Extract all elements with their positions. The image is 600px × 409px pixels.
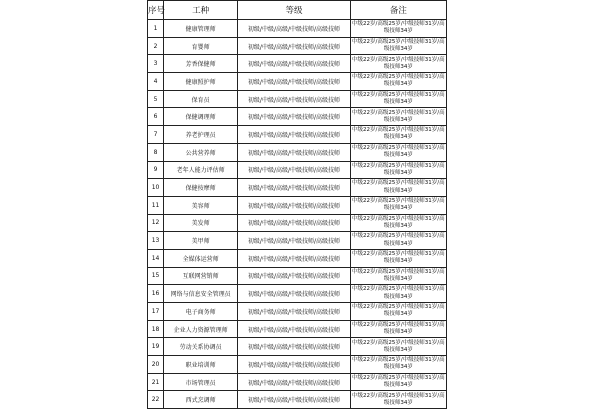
table-row xyxy=(148,267,447,285)
table-row xyxy=(148,73,447,91)
row-level-cell: 初级/中级/高级/中级技师/高级技师 xyxy=(238,196,350,214)
row-index-cell: 2 xyxy=(148,37,164,55)
row-level-cell: 初级/中级/高级/中级技师/高级技师 xyxy=(238,179,350,197)
table-row xyxy=(148,303,447,321)
table-row xyxy=(148,179,447,197)
row-index-cell: 20 xyxy=(148,356,164,374)
row-level-cell: 初级/中级/高级/中级技师/高级技师 xyxy=(238,143,350,161)
table-row xyxy=(148,320,447,338)
row-job-cell: 保育员 xyxy=(164,90,238,108)
row-note-cell: 中级22岁/高级25岁/中级技师31岁/高级技师34岁 xyxy=(350,391,446,409)
row-index-cell: 15 xyxy=(148,267,164,285)
row-job-cell: 企业人力资源管理师 xyxy=(164,320,238,338)
row-job-cell: 芳香保健师 xyxy=(164,55,238,73)
row-level-cell: 初级/中级/高级/中级技师/高级技师 xyxy=(238,214,350,232)
table-row xyxy=(148,391,447,409)
table-row xyxy=(148,55,447,73)
table-row xyxy=(148,356,447,374)
row-note-cell: 中级22岁/高级25岁/中级技师31岁/高级技师34岁 xyxy=(350,196,446,214)
row-level-cell: 初级/中级/高级/中级技师/高级技师 xyxy=(238,108,350,126)
row-job-cell: 美容师 xyxy=(164,196,238,214)
row-level-cell: 初级/中级/高级/中级技师/高级技师 xyxy=(238,161,350,179)
row-index-cell: 19 xyxy=(148,338,164,356)
row-job-cell: 美甲师 xyxy=(164,232,238,250)
row-level-cell: 初级/中级/高级/中级技师/高级技师 xyxy=(238,55,350,73)
row-index-cell: 16 xyxy=(148,285,164,303)
row-level-cell: 初级/中级/高级/中级技师/高级技师 xyxy=(238,20,350,38)
table-row xyxy=(148,249,447,267)
row-job-cell: 美发师 xyxy=(164,214,238,232)
row-index-cell: 4 xyxy=(148,73,164,91)
row-note-cell: 中级22岁/高级25岁/中级技师31岁/高级技师34岁 xyxy=(350,320,446,338)
row-note-cell: 中级22岁/高级25岁/中级技师31岁/高级技师34岁 xyxy=(350,356,446,374)
row-level-cell: 初级/中级/高级/中级技师/高级技师 xyxy=(238,285,350,303)
row-job-cell: 电子商务师 xyxy=(164,303,238,321)
table-row xyxy=(148,161,447,179)
row-job-cell: 健康照护师 xyxy=(164,73,238,91)
row-job-cell: 劳动关系协调员 xyxy=(164,338,238,356)
row-index-cell: 1 xyxy=(148,20,164,38)
table-row xyxy=(148,90,447,108)
row-job-cell: 育婴师 xyxy=(164,37,238,55)
header-level: 等级 xyxy=(238,1,350,20)
table-body xyxy=(148,20,447,409)
row-note-cell: 中级22岁/高级25岁/中级技师31岁/高级技师34岁 xyxy=(350,90,446,108)
row-index-cell: 7 xyxy=(148,126,164,144)
table-row xyxy=(148,37,447,55)
row-job-cell: 职业培训师 xyxy=(164,356,238,374)
header-job: 工种 xyxy=(164,1,238,20)
row-index-cell: 12 xyxy=(148,214,164,232)
row-index-cell: 14 xyxy=(148,249,164,267)
row-index-cell: 3 xyxy=(148,55,164,73)
job-level-table-container xyxy=(147,0,447,406)
table-row xyxy=(148,108,447,126)
row-job-cell: 老年人能力评估师 xyxy=(164,161,238,179)
row-level-cell: 初级/中级/高级/中级技师/高级技师 xyxy=(238,303,350,321)
row-note-cell: 中级22岁/高级25岁/中级技师31岁/高级技师34岁 xyxy=(350,214,446,232)
row-note-cell: 中级22岁/高级25岁/中级技师31岁/高级技师34岁 xyxy=(350,108,446,126)
row-job-cell: 保健调理师 xyxy=(164,108,238,126)
row-level-cell: 初级/中级/高级/中级技师/高级技师 xyxy=(238,37,350,55)
row-note-cell: 中级22岁/高级25岁/中级技师31岁/高级技师34岁 xyxy=(350,373,446,391)
row-note-cell: 中级22岁/高级25岁/中级技师31岁/高级技师34岁 xyxy=(350,37,446,55)
table-row xyxy=(148,285,447,303)
row-note-cell: 中级22岁/高级25岁/中级技师31岁/高级技师34岁 xyxy=(350,179,446,197)
row-index-cell: 18 xyxy=(148,320,164,338)
row-note-cell: 中级22岁/高级25岁/中级技师31岁/高级技师34岁 xyxy=(350,285,446,303)
row-index-cell: 6 xyxy=(148,108,164,126)
job-level-table xyxy=(147,0,447,409)
table-row xyxy=(148,373,447,391)
row-index-cell: 5 xyxy=(148,90,164,108)
row-job-cell: 养老护理员 xyxy=(164,126,238,144)
row-index-cell: 17 xyxy=(148,303,164,321)
row-job-cell: 全媒体运营师 xyxy=(164,249,238,267)
row-level-cell: 初级/中级/高级/中级技师/高级技师 xyxy=(238,320,350,338)
row-index-cell: 22 xyxy=(148,391,164,409)
row-index-cell: 13 xyxy=(148,232,164,250)
row-index-cell: 21 xyxy=(148,373,164,391)
row-index-cell: 8 xyxy=(148,143,164,161)
row-level-cell: 初级/中级/高级/中级技师/高级技师 xyxy=(238,249,350,267)
row-job-cell: 保健按摩师 xyxy=(164,179,238,197)
row-level-cell: 初级/中级/高级/中级技师/高级技师 xyxy=(238,232,350,250)
row-level-cell: 初级/中级/高级/中级技师/高级技师 xyxy=(238,356,350,374)
header-index: 序号 xyxy=(148,1,164,20)
row-level-cell: 初级/中级/高级/中级技师/高级技师 xyxy=(238,126,350,144)
row-note-cell: 中级22岁/高级25岁/中级技师31岁/高级技师34岁 xyxy=(350,249,446,267)
table-row xyxy=(148,126,447,144)
row-job-cell: 公共营养师 xyxy=(164,143,238,161)
row-note-cell: 中级22岁/高级25岁/中级技师31岁/高级技师34岁 xyxy=(350,20,446,38)
table-row xyxy=(148,196,447,214)
header-note: 备注 xyxy=(350,1,446,20)
row-level-cell: 初级/中级/高级/中级技师/高级技师 xyxy=(238,373,350,391)
row-note-cell: 中级22岁/高级25岁/中级技师31岁/高级技师34岁 xyxy=(350,73,446,91)
row-job-cell: 西式烹调师 xyxy=(164,391,238,409)
row-level-cell: 初级/中级/高级/中级技师/高级技师 xyxy=(238,391,350,409)
row-note-cell: 中级22岁/高级25岁/中级技师31岁/高级技师34岁 xyxy=(350,232,446,250)
table-row xyxy=(148,232,447,250)
row-job-cell: 市场管理员 xyxy=(164,373,238,391)
row-note-cell: 中级22岁/高级25岁/中级技师31岁/高级技师34岁 xyxy=(350,303,446,321)
table-row xyxy=(148,338,447,356)
table-row xyxy=(148,20,447,38)
row-note-cell: 中级22岁/高级25岁/中级技师31岁/高级技师34岁 xyxy=(350,267,446,285)
row-level-cell: 初级/中级/高级/中级技师/高级技师 xyxy=(238,90,350,108)
row-note-cell: 中级22岁/高级25岁/中级技师31岁/高级技师34岁 xyxy=(350,55,446,73)
row-job-cell: 互联网营销师 xyxy=(164,267,238,285)
row-level-cell: 初级/中级/高级/中级技师/高级技师 xyxy=(238,267,350,285)
table-row xyxy=(148,214,447,232)
row-index-cell: 11 xyxy=(148,196,164,214)
row-job-cell: 健康管理师 xyxy=(164,20,238,38)
table-header-row xyxy=(148,1,447,20)
row-index-cell: 9 xyxy=(148,161,164,179)
row-job-cell: 网络与信息安全管理员 xyxy=(164,285,238,303)
row-note-cell: 中级22岁/高级25岁/中级技师31岁/高级技师34岁 xyxy=(350,161,446,179)
row-level-cell: 初级/中级/高级/中级技师/高级技师 xyxy=(238,73,350,91)
table-row xyxy=(148,143,447,161)
row-index-cell: 10 xyxy=(148,179,164,197)
row-note-cell: 中级22岁/高级25岁/中级技师31岁/高级技师34岁 xyxy=(350,338,446,356)
row-note-cell: 中级22岁/高级25岁/中级技师31岁/高级技师34岁 xyxy=(350,143,446,161)
row-note-cell: 中级22岁/高级25岁/中级技师31岁/高级技师34岁 xyxy=(350,126,446,144)
row-level-cell: 初级/中级/高级/中级技师/高级技师 xyxy=(238,338,350,356)
